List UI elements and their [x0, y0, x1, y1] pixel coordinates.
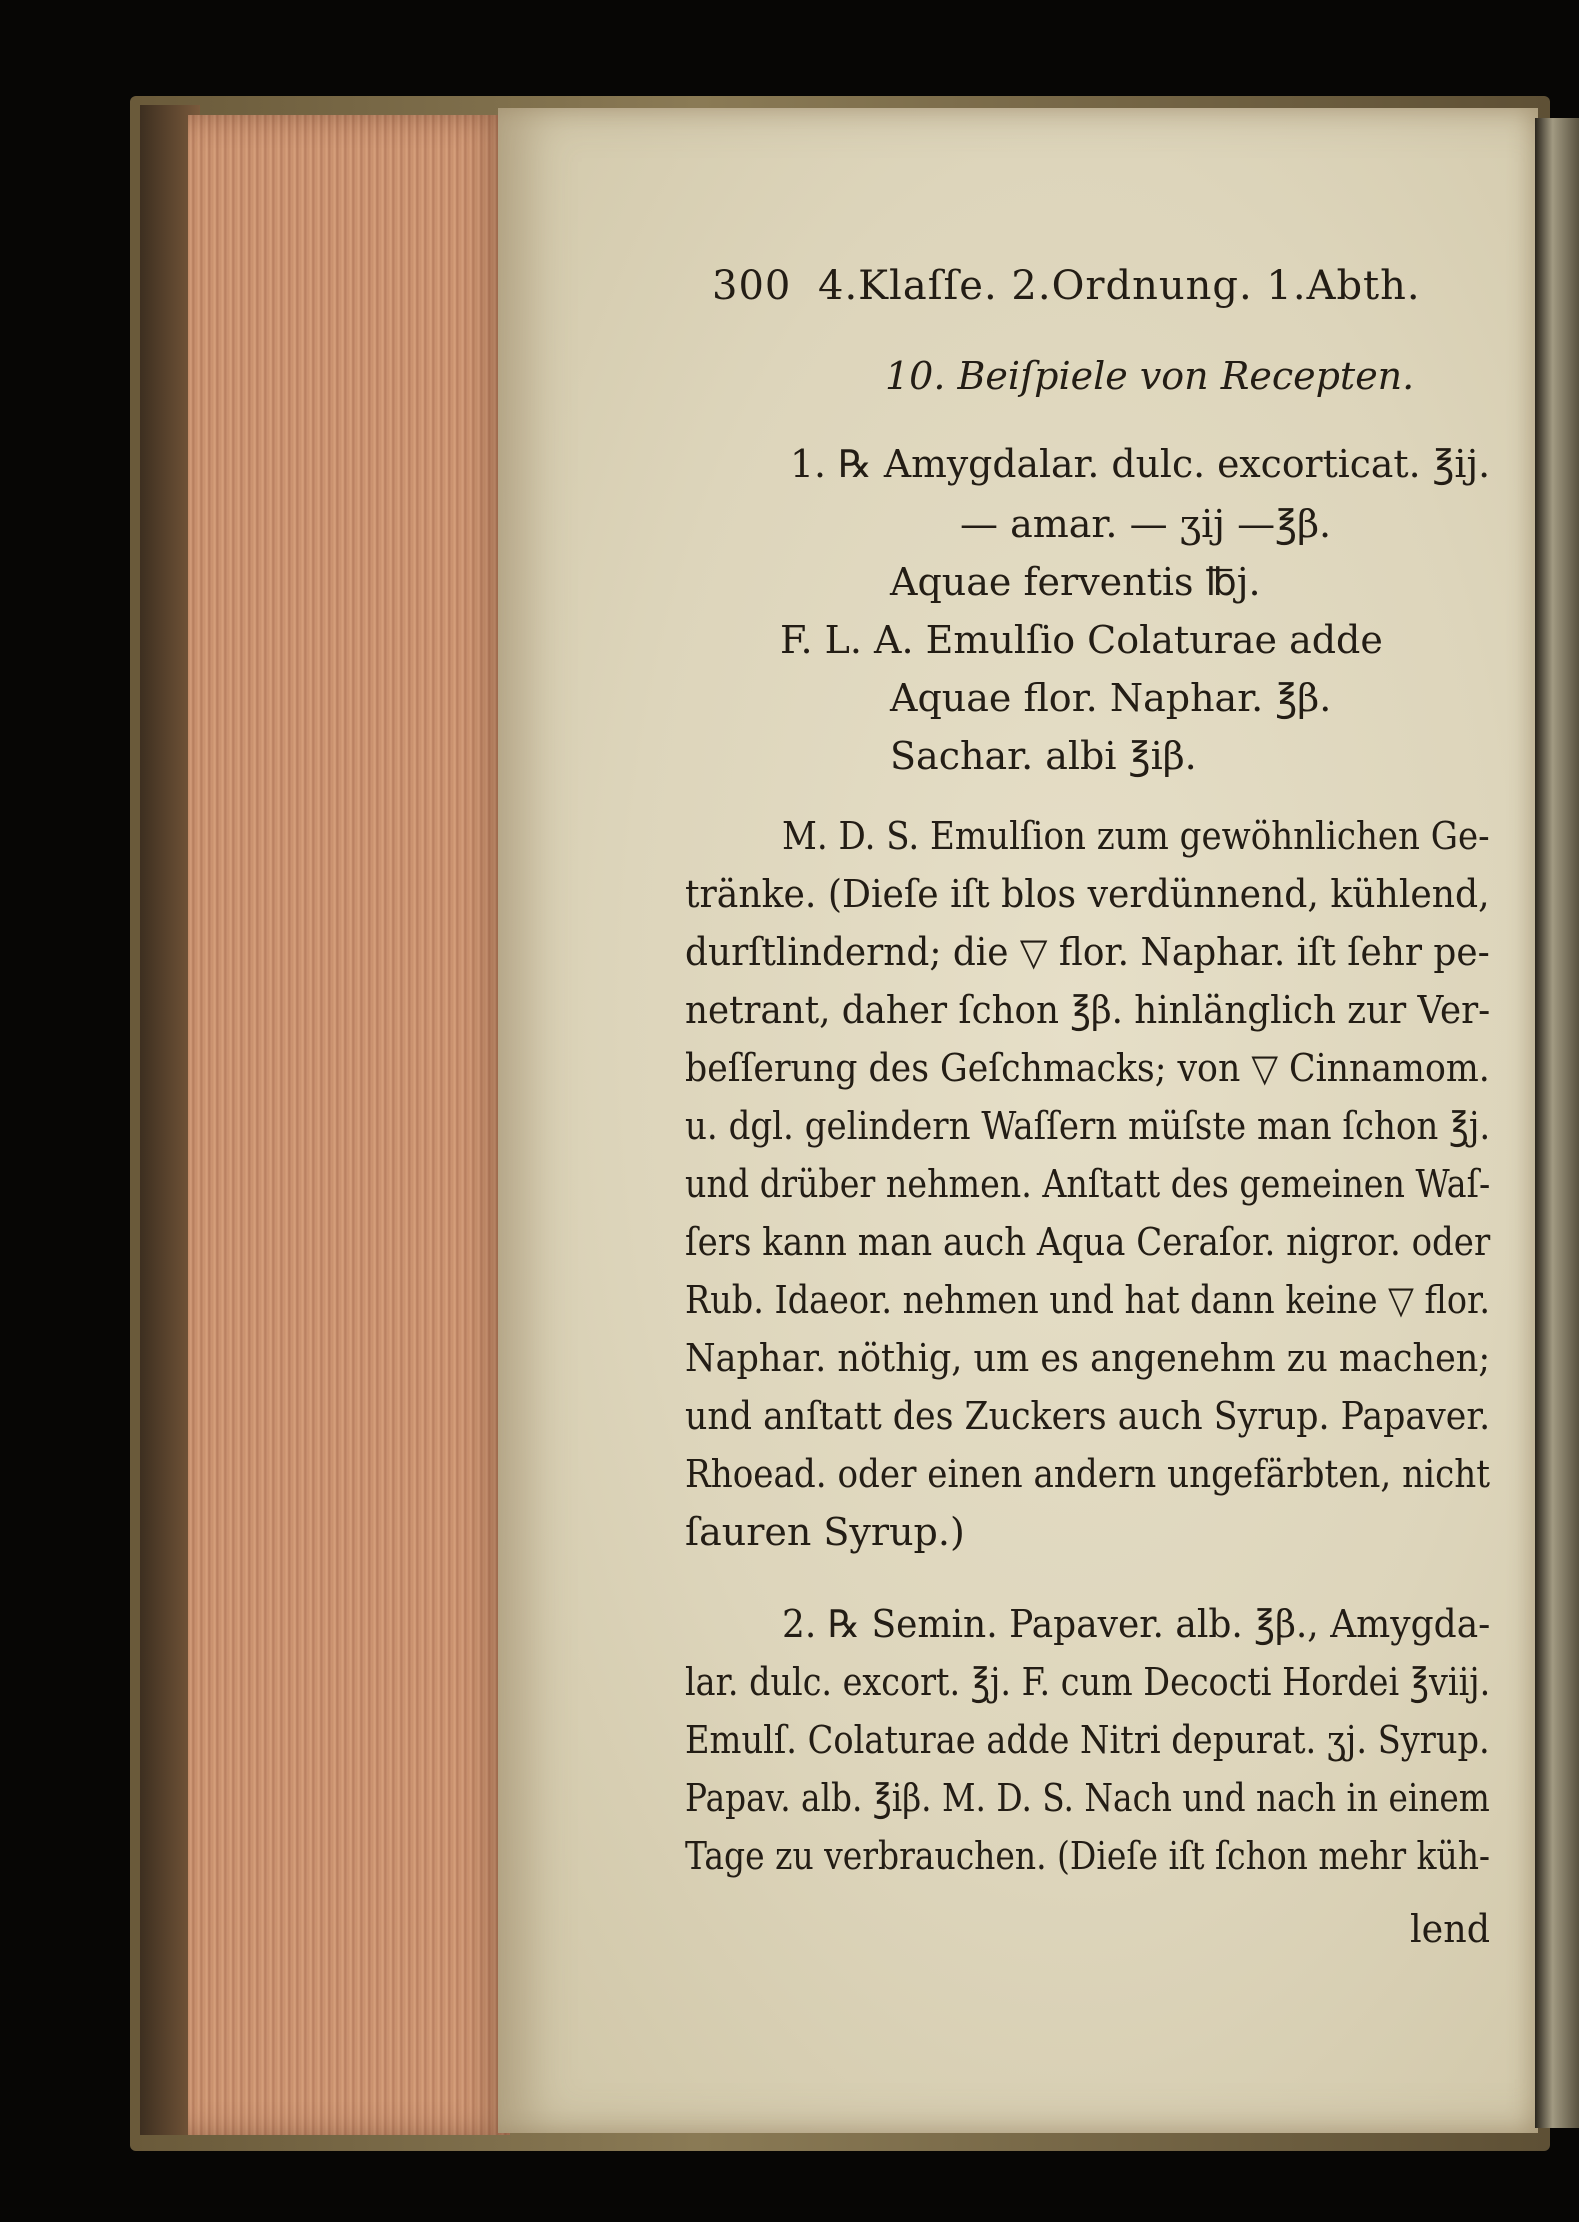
- commentary-line: und anſtatt des Zuckers auch Syrup. Papaver.: [685, 1394, 1491, 1438]
- commentary-line: durſtlindernd; die ▽ flor. Naphar. iſt ſehr pe-: [685, 930, 1490, 974]
- recipe1-line: Aquae flor. Naphar. ℥β.: [890, 676, 1332, 720]
- section-title: 10. Beiſpiele von Recepten.: [885, 354, 1415, 398]
- recipe2-line: Tage zu verbrauchen. (Dieſe iſt ſchon mehr küh-: [685, 1834, 1491, 1878]
- running-head: 4.Klaſſe. 2.Ordnung. 1.Abth.: [818, 263, 1421, 309]
- recipe1-line: 1. ℞ Amygdalar. dulc. excorticat. ℥ij.: [790, 442, 1491, 486]
- recipe1-line: Sachar. albi ℥iβ.: [890, 734, 1197, 778]
- recipe1-line: F. L. A. Emulſio Colaturae adde: [780, 618, 1383, 662]
- commentary-line: ſauren Syrup.): [685, 1510, 965, 1554]
- page-number: 300: [712, 263, 792, 309]
- recipe2-line: 2. ℞ Semin. Papaver. alb. ℥β., Amygda-: [782, 1602, 1491, 1646]
- commentary-line: und drüber nehmen. Anſtatt des gemeinen Waſ-: [685, 1162, 1491, 1206]
- commentary-line: u. dgl. gelindern Waſſern müſste man ſchon ℥j.: [685, 1104, 1491, 1148]
- commentary-line: M. D. S. Emulſion zum gewöhnlichen Ge-: [782, 814, 1490, 858]
- commentary-line: Rhoead. oder einen andern ungefärbten, nicht: [685, 1452, 1490, 1496]
- page-gutter: [1535, 118, 1579, 2128]
- recipe1-line: Aquae ferventis ℔j.: [890, 560, 1261, 604]
- commentary-line: netrant, daher ſchon ℥β. hinlänglich zur Ver-: [685, 988, 1491, 1032]
- commentary-line: tränke. (Dieſe iſt blos verdünnend, kühlend,: [685, 872, 1490, 916]
- recipe1-line: — amar. — ʒij —℥β.: [960, 502, 1332, 546]
- page-block-edge: [188, 115, 510, 2135]
- recipe2-line: lar. dulc. excort. ℥j. F. cum Decocti Hordei ℥viij.: [685, 1660, 1491, 1704]
- catchword: lend: [1410, 1907, 1491, 1951]
- commentary-line: Rub. Idaeor. nehmen und hat dann keine ▽ flor.: [685, 1278, 1490, 1322]
- recipe2-line: Papav. alb. ℥iβ. M. D. S. Nach und nach in einem: [685, 1776, 1490, 1820]
- recipe2-line: Emulſ. Colaturae adde Nitri depurat. ʒj. Syrup.: [685, 1718, 1490, 1762]
- commentary-line: ſers kann man auch Aqua Ceraſor. nigror. oder: [685, 1220, 1491, 1264]
- commentary-line: Naphar. nöthig, um es angenehm zu machen;: [685, 1336, 1491, 1380]
- commentary-line: beſſerung des Geſchmacks; von ▽ Cinnamom.: [685, 1046, 1490, 1090]
